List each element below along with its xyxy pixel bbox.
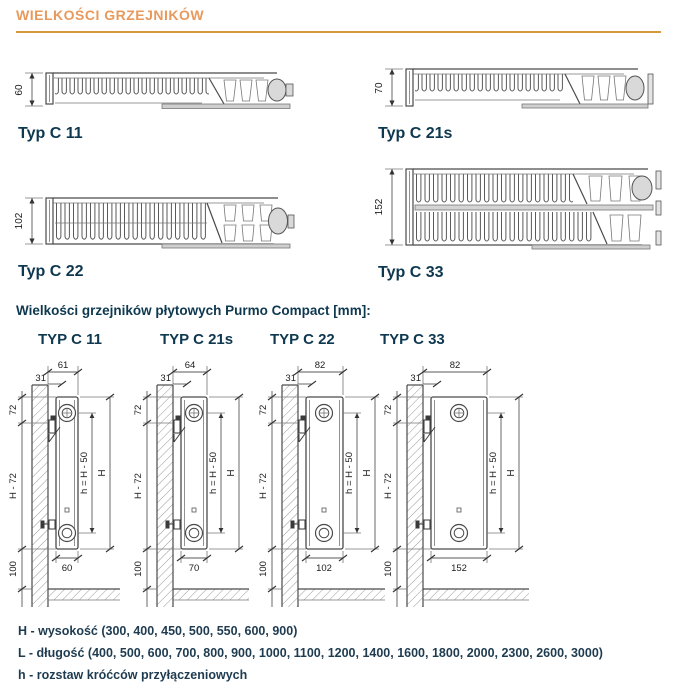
end-cap [632,176,652,200]
height-label: H [362,469,373,477]
cross-section-c33 [372,163,674,282]
radiator [431,397,487,549]
depth-bottom-label: 102 [316,563,332,574]
total-depth-label: 82 [314,360,326,371]
legend-height: H - wysokość (300, 400, 450, 500, 550, 600, 900) [18,624,298,638]
floor [423,589,529,600]
convector-fins [55,78,209,103]
depth-bottom-label: 70 [188,563,200,574]
convector-fins-bottom [415,212,593,245]
wall [407,385,423,607]
wall-span-label: H - 72 [383,473,394,499]
floor-clearance-label: 100 [133,561,144,577]
top-clearance-label: 72 [8,404,19,416]
radiator-section [406,169,661,249]
bottom-grille [532,245,650,249]
wall-span-label: H - 72 [133,473,144,499]
depth-bottom-label: 152 [451,563,467,574]
height-label: H [226,469,237,477]
bottom-grille [162,244,290,248]
total-depth-label: 61 [57,360,69,371]
cross-section-c21s-label: Typ C 21s [378,125,453,142]
wall [157,385,173,607]
top-clearance-label: 72 [383,404,394,416]
sideview-c33-drawing [383,357,533,612]
floor [298,589,385,600]
depth-dimension [374,169,403,245]
depth-dimension [374,69,403,106]
sideview-c33 [383,357,533,617]
convector-fins [415,74,565,100]
end-cap [269,208,288,234]
total-depth-label: 82 [449,360,461,371]
wall [32,385,48,607]
wall-offset-label: 31 [160,373,171,384]
cross-section-c21s-drawing [372,62,664,112]
bottom-grille [522,104,648,108]
floor-clearance-label: 100 [8,561,19,577]
page-title: WIELKOŚCI GRZEJNIKÓW [16,7,205,23]
radiator-section [46,73,293,109]
legend-length: L - długość (400, 500, 600, 700, 800, 900, 1000, 1100, 1200, 1400, 1600, 1800, 2000, 2300, 2600, 3000) [18,646,603,660]
cross-section-c22-label: Typ C 22 [18,263,84,280]
convector-fins-top [415,174,573,205]
total-depth-label: 64 [184,360,196,371]
depth-bottom-label: 60 [61,563,73,574]
connection-spacing-label: h = H - 50 [488,452,499,494]
height-label: H [506,469,517,477]
end-cap [268,79,286,101]
sideview-header-c33: TYP C 33 [380,331,445,348]
legend-connection: h - rozstaw króćców przyłączeniowych [18,668,248,682]
sideview-header-c21s: TYP C 21s [160,331,234,348]
sideview-header-c11: TYP C 11 [38,331,102,348]
radiator-section [406,69,653,108]
middle-grille [415,205,653,210]
cross-section-c33-drawing [372,163,674,251]
depth-label: 70 [374,82,385,94]
top-clearance-label: 72 [133,404,144,416]
top-clearance-label: 72 [258,404,269,416]
depth-label: 152 [374,198,385,216]
height-label: H [97,469,108,477]
cross-section-c11-label: Typ C 11 [18,125,83,142]
radiator [56,397,78,549]
connection-spacing-label: h = H - 50 [79,452,90,494]
cross-section-c21s [372,62,664,143]
connection-spacing-label: h = H - 50 [208,452,219,494]
end-cap [626,76,644,100]
depth-dimension [14,198,43,244]
wall-offset-label: 31 [410,373,421,384]
cross-section-c11-drawing [12,66,304,112]
radiator [306,397,343,549]
cross-section-c33-label: Typ C 33 [378,264,444,281]
floor-clearance-label: 100 [258,561,269,577]
legend [18,620,603,686]
cross-section-c11 [12,66,304,143]
radiator-section [46,198,294,248]
depth-label: 102 [14,212,25,230]
wall [282,385,298,607]
cross-section-c22-drawing [12,192,304,250]
floor-clearance-label: 100 [383,561,394,577]
title-underline [16,31,661,33]
bottom-grille [162,104,290,109]
section-subtitle: Wielkości grzejników płytowych Purmo Compact [mm]: [16,303,371,318]
sideview-header-c22: TYP C 22 [270,331,335,348]
wall-offset-label: 31 [35,373,46,384]
radiator [181,397,207,549]
floor [48,589,120,600]
depth-dimension [14,73,43,106]
wall-span-label: H - 72 [8,473,19,499]
wall-span-label: H - 72 [258,473,269,499]
wall-offset-label: 31 [285,373,296,384]
floor [173,589,249,600]
depth-label: 60 [14,84,25,96]
connection-spacing-label: h = H - 50 [344,452,355,494]
cross-section-c22 [12,192,304,281]
